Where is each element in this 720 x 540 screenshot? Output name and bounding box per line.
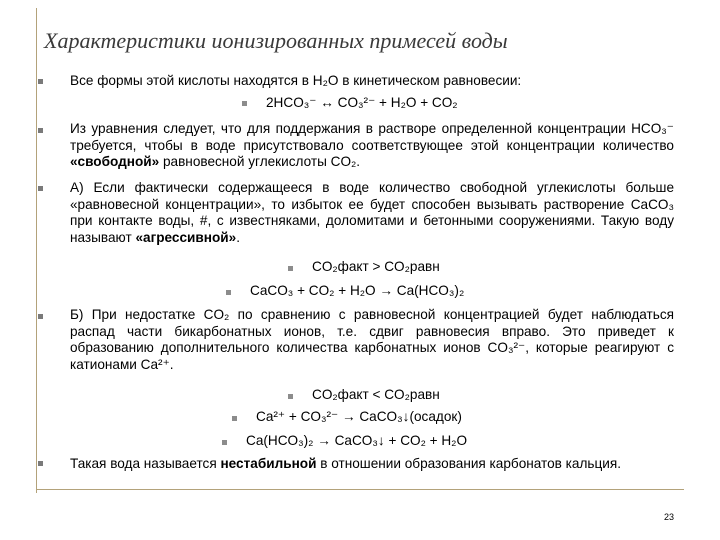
bullet-marker xyxy=(38,79,43,84)
paragraph-2: Из уравнения следует, что для поддержания в растворе определенной концентрации HCO₃⁻ требуется, чтобы в воде присутствовало соответствующее этой концентрации количество «свободной» равновесной углекислоты CO₂. xyxy=(70,121,674,169)
paragraph-3: А) Если фактически содержащееся в воде количество свободной углекислоты больше «равновесной концентрации», то избыток ее будет способен вызывать растворение CaCO₃ при контакте воды, #, с известняками, доломитами и бетонными сооружениями. Такую воду называют «агрессивной». xyxy=(70,180,674,245)
emphasized-term: нестабильной xyxy=(220,456,317,471)
left-rule xyxy=(36,8,37,493)
sub-bullet-marker xyxy=(242,101,247,106)
equation-precipitation: Ca²⁺ + CO₃²⁻ → CaCO₃↓(осадок) xyxy=(256,409,462,424)
paragraph-4: Б) При недостатке CO₂ по сравнению с равновесной концентрацией будет наблюдаться распад части бикарбонатных ионов, т.е. сдвиг равновесия вправо. Это приведет к образованию дополнительного количества карбонатных ионов CO₃²⁻, которые реагируют с катионами Ca²⁺. xyxy=(70,307,674,372)
bullet-marker xyxy=(38,314,43,319)
equation-calcite-dissolution: CaCO₃ + CO₂ + H₂O → Ca(HCO₃)₂ xyxy=(250,283,465,298)
slide-title: Характеристики ионизированных примесей воды xyxy=(44,28,508,53)
sub-bullet-marker xyxy=(288,266,293,271)
sub-bullet-marker xyxy=(226,290,231,295)
bullet-marker xyxy=(38,128,43,133)
equation-co2-excess: CO₂факт > CO₂равн xyxy=(312,259,440,274)
emphasized-term: «свободной» xyxy=(70,154,160,169)
page-number: 23 xyxy=(664,512,675,522)
equation-co2-deficit: CO₂факт < CO₂равн xyxy=(312,387,440,402)
paragraph-1: Все формы этой кислоты находятся в H₂O в кинетическом равновесии: xyxy=(70,73,522,88)
sub-bullet-marker xyxy=(222,440,227,445)
sub-bullet-marker xyxy=(288,394,293,399)
bullet-marker xyxy=(38,461,43,466)
bullet-marker xyxy=(38,186,43,191)
equation-carbonate-balance: 2HCO₃⁻ ↔ CO₃²⁻ + H₂O + CO₂ xyxy=(266,95,458,110)
emphasized-term: «агрессивной» xyxy=(135,229,237,245)
sub-bullet-marker xyxy=(232,416,237,421)
bottom-rule xyxy=(36,489,684,490)
equation-bicarbonate-decomposition: Ca(HCO₃)₂ → CaCO₃↓ + CO₂ + H₂O xyxy=(246,433,468,448)
paragraph-5: Такая вода называется нестабильной в отношении образования карбонатов кальция. xyxy=(70,456,622,471)
